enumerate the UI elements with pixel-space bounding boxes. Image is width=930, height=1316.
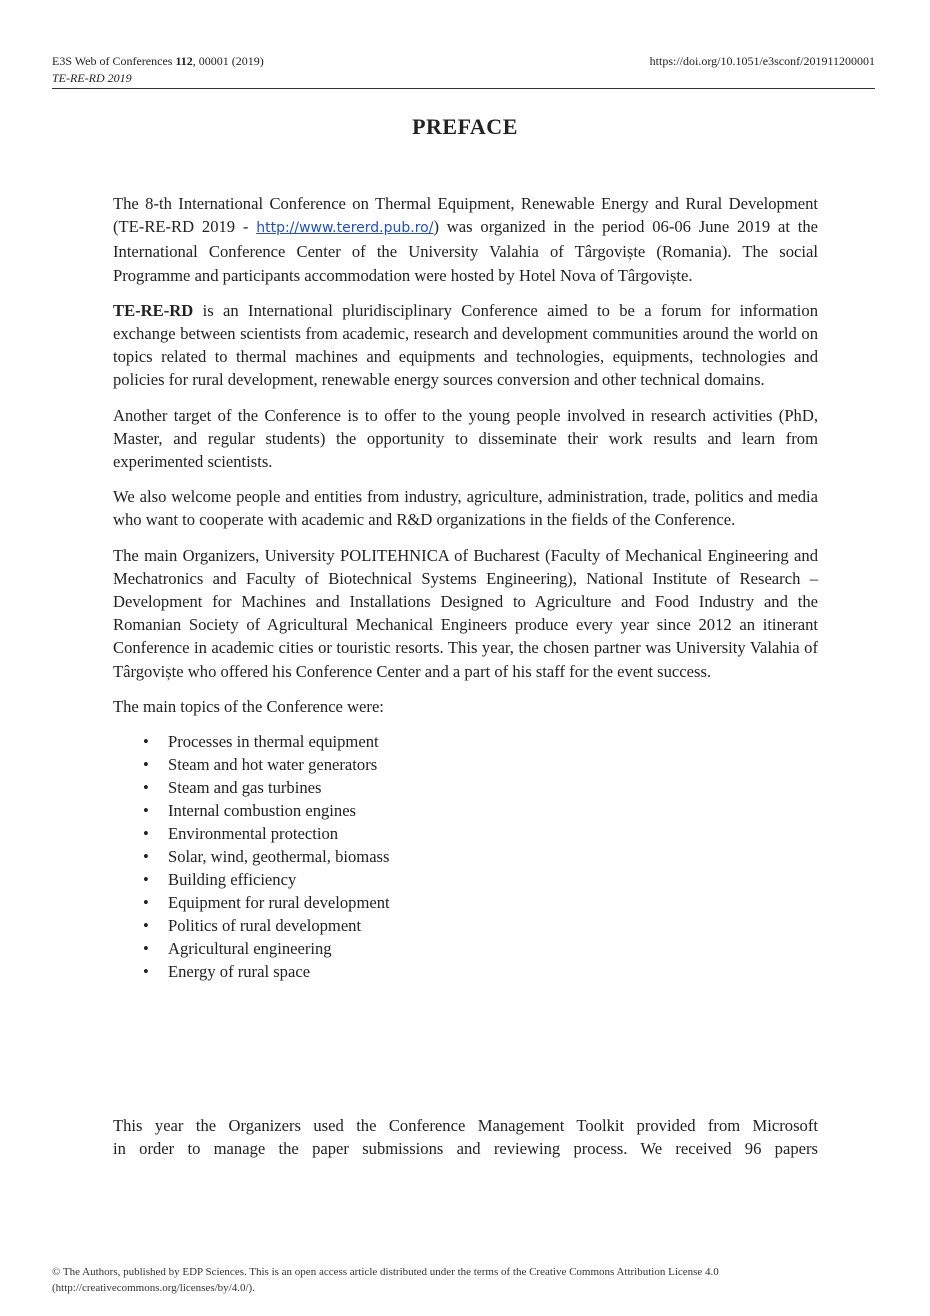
article-body [113, 192, 818, 983]
bullet-icon: • [143, 939, 149, 959]
topic-label: Steam and gas turbines [168, 778, 322, 798]
journal-citation: E3S Web of Conferences 112, 00001 (2019) [52, 54, 264, 68]
bullet-icon: • [143, 778, 149, 798]
bullet-icon: • [143, 755, 149, 775]
bullet-icon: • [143, 893, 149, 913]
bullet-icon: • [143, 847, 149, 867]
bullet-icon: • [143, 824, 149, 844]
intro-paragraph: The 8-th International Conference on Thermal Equipment, Renewable Energy and Rural Development (TE-RE-RD 2019 - http://www.tererd.pub.ro/) was organized in the period 06-06 June 2019 at the International Conference Center of the University Valahia of Târgoviște (Romania). The social Programme and participants accommodation were hosted by Hotel Nova of Târgoviște. [113, 194, 819, 285]
topic-item [143, 730, 818, 753]
topic-label: Processes in thermal equipment [168, 732, 379, 752]
topic-item [143, 891, 818, 914]
license-text: © The Authors, published by EDP Sciences. This is an open access article distributed under the terms of the Creative Commons Attribution License 4.0 [52, 1266, 719, 1278]
bullet-icon: • [143, 916, 149, 936]
conference-website-link[interactable]: http://www.tererd.pub.ro/ [256, 220, 434, 237]
topic-item [143, 799, 818, 822]
topic-item [143, 845, 818, 868]
topic-item [143, 937, 818, 960]
topics-intro: The main topics of the Conference were: [113, 696, 384, 716]
closing-line: This year the Organizers used the Conference Management Toolkit provided from Microsoft [113, 1116, 818, 1135]
license-footer [52, 1264, 875, 1296]
header-divider [52, 88, 875, 89]
topic-label: Building efficiency [168, 870, 297, 890]
topics-list [113, 730, 818, 983]
topic-label: Internal combustion engines [168, 801, 357, 821]
topic-label: Environmental protection [168, 824, 339, 844]
license-url: (http://creativecommons.org/licenses/by/4.0/). [52, 1282, 255, 1294]
topic-label: Equipment for rural development [168, 893, 390, 913]
topic-item [143, 822, 818, 845]
topic-item [143, 868, 818, 891]
target-paragraph: Another target of the Conference is to offer to the young people involved in research activities (PhD, Master, and regular students) the opportunity to disseminate their work results and learn from experimented scientists. [113, 405, 818, 472]
bullet-icon: • [143, 962, 149, 982]
volume-number: 112 [175, 54, 193, 68]
page-title: PREFACE [412, 114, 518, 139]
topic-label: Steam and hot water generators [168, 755, 378, 775]
running-header-left [52, 53, 264, 87]
topic-item [143, 960, 818, 983]
topic-label: Politics of rural development [168, 916, 362, 936]
closing-paragraph [113, 1114, 818, 1160]
topic-item [143, 914, 818, 937]
closing-line: in order to manage the paper submissions and reviewing process. We received 96 papers [113, 1139, 818, 1159]
organizers-paragraph: The main Organizers, University POLITEHNICA of Bucharest (Faculty of Mechanical Engineering and Mechatronics and Faculty of Biotechnical Systems Engineering), National Institute of Research – Development for Machines and Installations Designed to Agriculture and Food Industry and the Romanian Society of Agricultural Mechanical Engineers produce every year since 2012 an itinerant Conference in academic cities or touristic resorts. This year, the chosen partner was University Valahia of Târgoviște who offered his Conference Center and a part of his staff for the event success. [113, 545, 818, 681]
topic-label: Agricultural engineering [168, 939, 332, 959]
doi-link[interactable]: https://doi.org/10.1051/e3sconf/201911200001 [649, 54, 875, 68]
bullet-icon: • [143, 870, 149, 890]
welcome-paragraph: We also welcome people and entities from industry, agriculture, administration, trade, politics and media who want to cooperate with academic and R&D organizations in the fields of the Conference. [113, 487, 818, 530]
conference-description-paragraph: TE-RE-RD is an International pluridisciplinary Conference aimed to be a forum for information exchange between scientists from academic, research and development communities around the world on topics related to thermal machines and equipments and technologies, equipments, technologies and policies for rural development, renewable energy sources conversion and other technical domains. [113, 300, 818, 390]
conference-series: TE-RE-RD 2019 [52, 71, 132, 85]
topic-label: Solar, wind, geothermal, biomass [168, 847, 390, 867]
conference-acronym: TE-RE-RD [113, 300, 194, 320]
bullet-icon: • [143, 801, 149, 821]
bullet-icon: • [143, 732, 149, 752]
topic-item [143, 776, 818, 799]
topic-item [143, 753, 818, 776]
topic-label: Energy of rural space [168, 962, 311, 982]
